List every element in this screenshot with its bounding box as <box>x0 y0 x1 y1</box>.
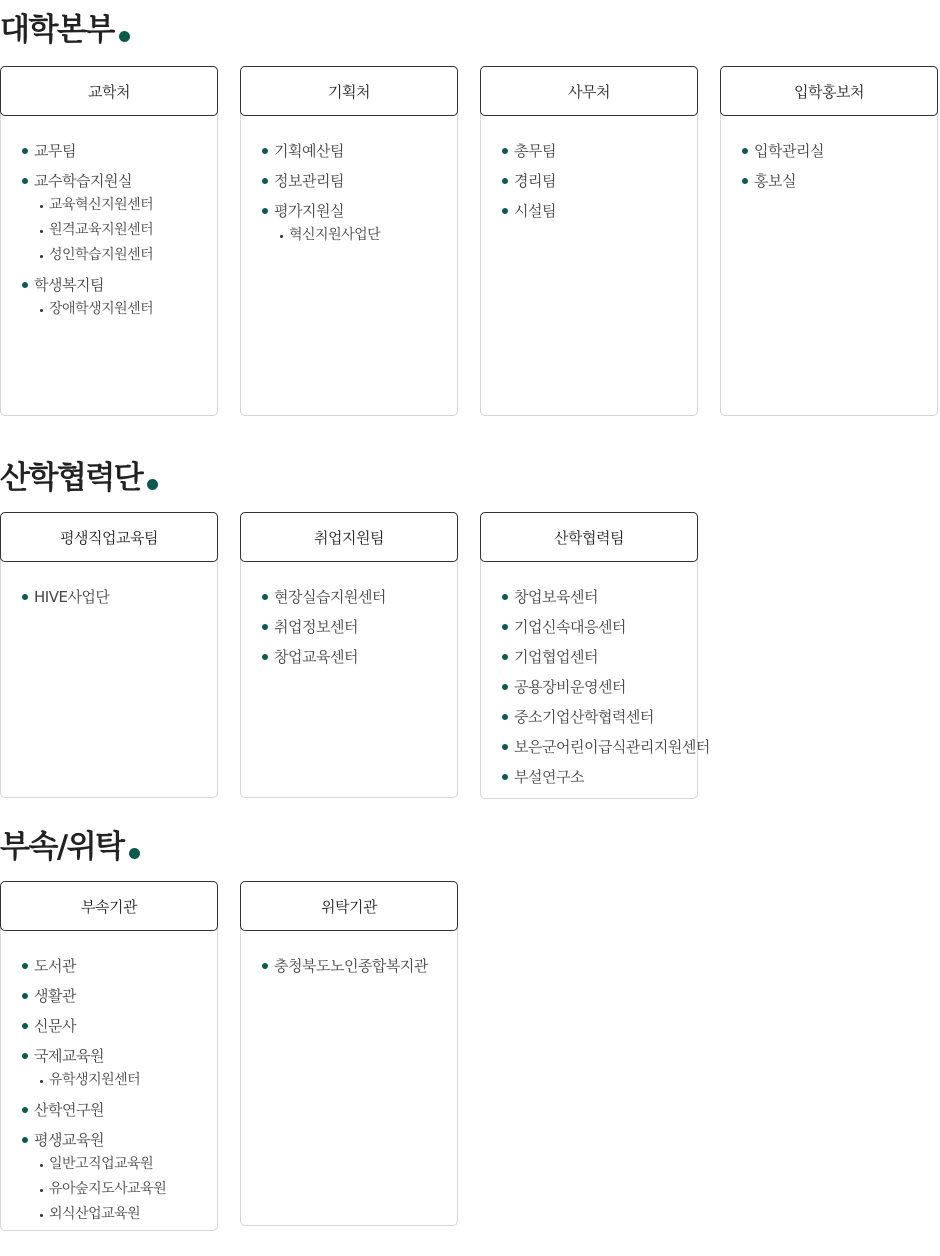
dept-item-label: 기업신속대응센터 <box>514 618 626 636</box>
dept-list <box>241 116 457 248</box>
dept-item[interactable] <box>1 270 217 300</box>
dept-item[interactable] <box>721 166 937 196</box>
bullet-icon <box>502 594 508 600</box>
dept-list <box>481 562 710 792</box>
dept-item[interactable] <box>241 166 457 196</box>
small-bullet-icon <box>40 1080 43 1083</box>
dept-item[interactable] <box>481 196 697 226</box>
card-header-button[interactable]: 사무처 <box>480 66 698 116</box>
dept-item-label: 보은군어린이급식관리지원센터 <box>514 738 710 756</box>
bullet-icon <box>22 1023 28 1029</box>
dept-item-label: 창업보육센터 <box>514 588 598 606</box>
section-title-text: 산학협력단 <box>0 460 143 496</box>
bullet-icon <box>502 148 508 154</box>
dept-item-label: 교수학습지원실 <box>34 172 132 190</box>
card-header-button[interactable]: 평생직업교육팀 <box>0 512 218 562</box>
bullet-icon <box>502 654 508 660</box>
bullet-icon <box>22 282 28 288</box>
sub-dept-item[interactable] <box>1 1177 217 1202</box>
dept-list <box>1 931 217 1227</box>
dept-item-label: 학생복지팀 <box>34 276 104 294</box>
dept-item-label: 입학관리실 <box>754 142 824 160</box>
sub-dept-item[interactable] <box>1 1202 217 1227</box>
section-title-text: 대학본부 <box>0 12 114 48</box>
card-academic-affairs <box>0 66 218 416</box>
card-header-button[interactable]: 위탁기관 <box>240 881 458 931</box>
bullet-icon <box>502 774 508 780</box>
dept-item[interactable] <box>481 166 697 196</box>
card-lifelong-vocational <box>0 512 218 798</box>
bullet-icon <box>22 993 28 999</box>
dept-item-label: HIVE사업단 <box>34 588 110 606</box>
bullet-icon <box>502 208 508 214</box>
sub-dept-list <box>1 297 217 322</box>
sub-dept-item[interactable] <box>1 1152 217 1177</box>
section-title-industry-cooperation <box>0 460 158 496</box>
dept-list <box>241 931 457 981</box>
card-header-button[interactable]: 기획처 <box>240 66 458 116</box>
bullet-icon <box>262 148 268 154</box>
dept-item-label: 정보관리팀 <box>274 172 344 190</box>
dept-item[interactable] <box>1 1041 217 1071</box>
bullet-icon <box>22 1137 28 1143</box>
sub-dept-list <box>1 193 217 268</box>
small-bullet-icon <box>40 1214 43 1217</box>
small-bullet-icon <box>40 255 43 258</box>
dept-item[interactable] <box>241 642 457 672</box>
bullet-icon <box>502 624 508 630</box>
title-dot-icon <box>147 479 158 490</box>
dept-item[interactable] <box>1 981 217 1011</box>
bullet-icon <box>262 624 268 630</box>
sub-dept-item-label: 성인학습지원센터 <box>49 247 154 263</box>
title-dot-icon <box>129 848 140 859</box>
dept-item[interactable] <box>481 732 710 762</box>
dept-item-label: 시설팀 <box>514 202 556 220</box>
bullet-icon <box>742 148 748 154</box>
small-bullet-icon <box>40 1189 43 1192</box>
card-header-button[interactable]: 산학협력팀 <box>480 512 698 562</box>
bullet-icon <box>502 684 508 690</box>
dept-item[interactable] <box>1 166 217 196</box>
section-title-affiliated <box>0 829 140 865</box>
card-header-button[interactable]: 입학홍보처 <box>720 66 938 116</box>
dept-item[interactable] <box>1 951 217 981</box>
dept-item-label: 평가지원실 <box>274 202 344 220</box>
sub-dept-item[interactable] <box>1 243 217 268</box>
small-bullet-icon <box>40 230 43 233</box>
dept-item[interactable] <box>1 582 217 612</box>
bullet-icon <box>262 594 268 600</box>
sub-dept-item-label: 유학생지원센터 <box>49 1072 141 1088</box>
bullet-icon <box>22 963 28 969</box>
bullet-icon <box>742 178 748 184</box>
sub-dept-list <box>1 1152 217 1227</box>
dept-item[interactable] <box>1 136 217 166</box>
bullet-icon <box>22 148 28 154</box>
dept-item-label: 홍보실 <box>754 172 796 190</box>
sub-dept-list <box>1 1068 217 1093</box>
card-header-button[interactable]: 교학처 <box>0 66 218 116</box>
small-bullet-icon <box>40 309 43 312</box>
dept-item-label: 산학연구원 <box>34 1101 104 1119</box>
bullet-icon <box>502 744 508 750</box>
sub-dept-item-label: 일반고직업교육원 <box>49 1156 154 1172</box>
bullet-icon <box>262 654 268 660</box>
sub-dept-item-label: 혁신지원사업단 <box>289 227 381 243</box>
card-general-affairs <box>480 66 698 416</box>
dept-item[interactable] <box>1 1011 217 1041</box>
section-title-university-hq <box>0 12 130 48</box>
card-admissions-pr <box>720 66 938 416</box>
sub-dept-item-label: 장애학생지원센터 <box>49 301 154 317</box>
dept-item[interactable] <box>241 136 457 166</box>
dept-item-label: 국제교육원 <box>34 1047 104 1065</box>
small-bullet-icon <box>280 235 283 238</box>
dept-item-label: 경리팀 <box>514 172 556 190</box>
card-header-button[interactable]: 취업지원팀 <box>240 512 458 562</box>
dept-item[interactable] <box>481 762 697 792</box>
sub-dept-item[interactable] <box>1 193 217 218</box>
dept-item[interactable] <box>481 612 697 642</box>
card-header-button[interactable]: 부속기관 <box>0 881 218 931</box>
bullet-icon <box>262 178 268 184</box>
sub-dept-list <box>241 223 457 248</box>
dept-item-label: 기업협업센터 <box>514 648 598 666</box>
section-title-text: 부속/위탁 <box>0 829 124 865</box>
dept-item-label: 현장실습지원센터 <box>274 588 386 606</box>
dept-list <box>241 562 457 672</box>
dept-list <box>721 116 937 196</box>
sub-dept-item-label: 유아숲지도사교육원 <box>49 1181 167 1197</box>
sub-dept-item-label: 원격교육지원센터 <box>49 222 154 238</box>
bullet-icon <box>22 594 28 600</box>
dept-item[interactable] <box>241 951 457 981</box>
title-dot-icon <box>119 31 130 42</box>
bullet-icon <box>22 1107 28 1113</box>
dept-list <box>1 116 217 322</box>
dept-item[interactable] <box>241 612 457 642</box>
dept-item-label: 교무팀 <box>34 142 76 160</box>
dept-item-label: 도서관 <box>34 957 76 975</box>
dept-item[interactable] <box>241 582 457 612</box>
dept-item-label: 총무팀 <box>514 142 556 160</box>
dept-item-label: 평생교육원 <box>34 1131 104 1149</box>
dept-item-label: 충청북도노인종합복지관 <box>274 957 428 975</box>
bullet-icon <box>22 178 28 184</box>
dept-item[interactable] <box>1 1125 217 1155</box>
dept-item[interactable] <box>481 642 697 672</box>
dept-item[interactable] <box>481 582 697 612</box>
dept-item[interactable] <box>481 672 697 702</box>
dept-item[interactable] <box>481 702 697 732</box>
small-bullet-icon <box>40 1164 43 1167</box>
card-consigned-institutions <box>240 881 458 1226</box>
card-planning <box>240 66 458 416</box>
dept-item-label: 공용장비운영센터 <box>514 678 626 696</box>
sub-dept-item[interactable] <box>1 297 217 322</box>
bullet-icon <box>502 714 508 720</box>
dept-item-label: 창업교육센터 <box>274 648 358 666</box>
dept-item-label: 생활관 <box>34 987 76 1005</box>
dept-item[interactable] <box>1 1095 217 1125</box>
dept-item[interactable] <box>241 196 457 226</box>
sub-dept-item[interactable] <box>241 223 457 248</box>
dept-item-label: 취업정보센터 <box>274 618 358 636</box>
sub-dept-item[interactable] <box>1 1068 217 1093</box>
dept-item-label: 신문사 <box>34 1017 76 1035</box>
bullet-icon <box>22 1053 28 1059</box>
sub-dept-item-label: 외식산업교육원 <box>49 1206 141 1222</box>
bullet-icon <box>262 963 268 969</box>
sub-dept-item-label: 교육혁신지원센터 <box>49 197 154 213</box>
card-affiliated-institutions <box>0 881 218 1231</box>
dept-item-label: 중소기업산학협력센터 <box>514 708 654 726</box>
card-industry-cooperation-team <box>480 512 710 799</box>
dept-item[interactable] <box>481 136 697 166</box>
dept-item[interactable] <box>721 136 937 166</box>
dept-list <box>481 116 697 226</box>
card-employment-support <box>240 512 458 798</box>
dept-item-label: 기획예산팀 <box>274 142 344 160</box>
bullet-icon <box>502 178 508 184</box>
dept-list <box>1 562 217 612</box>
small-bullet-icon <box>40 205 43 208</box>
dept-item-label: 부설연구소 <box>514 768 584 786</box>
bullet-icon <box>262 208 268 214</box>
sub-dept-item[interactable] <box>1 218 217 243</box>
